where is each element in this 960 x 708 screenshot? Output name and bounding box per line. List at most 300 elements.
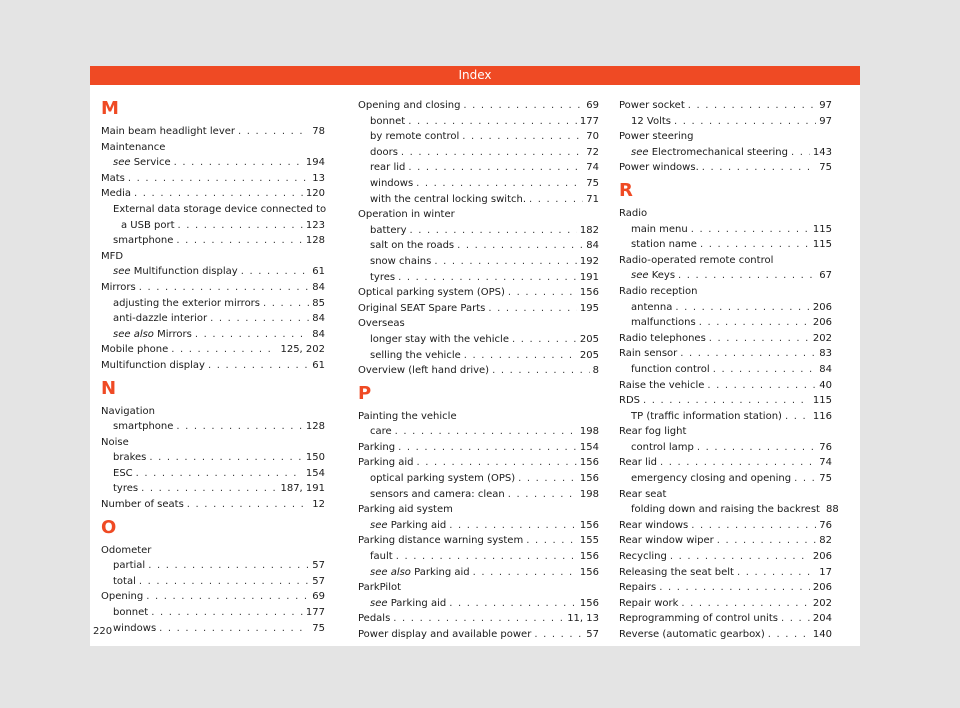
index-entry-term: [358, 627, 531, 643]
index-entry: [101, 327, 325, 343]
index-entry-text: Electromechanical steering: [651, 146, 788, 158]
index-entry-page: 156: [579, 473, 599, 485]
index-entry-text: Number of seats: [101, 499, 184, 511]
index-entry-page: 85: [312, 297, 325, 309]
dot-leader: [148, 558, 309, 574]
index-entry: [358, 129, 599, 145]
dot-leader: [176, 419, 303, 435]
index-entry: [358, 114, 599, 130]
see-reference-label: see: [631, 270, 649, 282]
dot-leader: [396, 549, 577, 565]
index-entry: [101, 186, 325, 202]
index-entry-text: Power steering: [619, 131, 694, 143]
index-entry: [101, 124, 325, 140]
dot-leader: [178, 218, 303, 234]
index-entry-text: windows: [370, 177, 414, 189]
index-entry-term: [113, 327, 192, 343]
index-entry: [619, 98, 832, 114]
index-entry: [101, 435, 325, 451]
index-entry-page: 115: [812, 395, 832, 407]
index-entry-term: [370, 471, 515, 487]
see-reference-label: see also: [113, 328, 154, 340]
dot-leader: [434, 254, 577, 270]
index-entry-page: 67: [819, 270, 832, 282]
index-entry: [619, 222, 832, 238]
index-entry-page: 202: [812, 597, 832, 609]
index-column-3: [619, 98, 839, 643]
index-entry-text: Opening: [101, 591, 144, 603]
index-entry-term: [358, 207, 455, 223]
index-entry-text: 12 Volts: [631, 115, 671, 127]
see-reference-label: see: [113, 266, 131, 278]
index-entry-page: 13: [312, 172, 325, 184]
index-entry: [101, 558, 325, 574]
index-entry-term: [358, 363, 489, 379]
index-entry-term: [101, 358, 205, 374]
index-entry-page: 204: [812, 613, 832, 625]
index-entry-text: Navigation: [101, 405, 155, 417]
index-entry-page: 156: [579, 457, 599, 469]
index-entry-page: 57: [586, 629, 599, 640]
dot-leader: [195, 327, 309, 343]
dot-leader: [492, 363, 590, 379]
index-entry-page: 194: [305, 157, 325, 169]
index-entry-text: Rear window wiper: [619, 535, 714, 547]
index-entry-term: [631, 300, 672, 316]
index-entry-text: a USB port: [121, 219, 175, 231]
index-entry: [619, 253, 832, 269]
index-entry-text: salt on the roads: [370, 240, 455, 252]
index-entry-text: malfunctions: [631, 317, 696, 329]
dot-leader: [464, 348, 577, 364]
dot-leader: [488, 301, 577, 317]
index-entry: [101, 202, 325, 218]
index-section-letter: M: [101, 98, 119, 119]
dot-leader: [691, 518, 816, 534]
index-entry: [619, 409, 832, 425]
dot-leader: [417, 455, 577, 471]
index-entry-term: [370, 565, 470, 581]
index-entry: [358, 192, 599, 208]
index-entry-term: [619, 393, 640, 409]
dot-leader: [208, 358, 309, 374]
index-entry-text: Painting the vehicle: [358, 410, 457, 422]
index-entry-term: [370, 549, 393, 565]
index-entry-term: [370, 192, 526, 208]
index-entry-page: 69: [586, 100, 599, 111]
index-entry: [619, 424, 832, 440]
dot-leader: [737, 565, 816, 581]
dot-leader: [395, 424, 577, 440]
index-entry-term: [101, 589, 143, 605]
index-entry-page: 75: [312, 622, 325, 634]
index-entry: [619, 549, 832, 565]
index-entry-page: 97: [819, 115, 832, 127]
index-entry-text: Parking aid: [390, 597, 447, 609]
index-entry-text: longer stay with the vehicle: [370, 333, 509, 345]
dot-leader: [675, 300, 810, 316]
index-entry-text: adjusting the exterior mirrors: [113, 297, 261, 309]
index-entry-term: [619, 378, 704, 394]
index-entry: [619, 362, 832, 378]
index-entry-term: [370, 518, 446, 534]
index-entry-text: antenna: [631, 301, 673, 313]
index-entry-text: anti-dazzle interior: [113, 313, 208, 325]
index-entry-term: [370, 114, 405, 130]
index-entry-term: [358, 533, 523, 549]
dot-leader: [159, 621, 309, 637]
index-entry-text: folding down and raising the backrest: [631, 504, 820, 516]
index-entry-term: [631, 502, 820, 518]
index-entry-page: 61: [312, 266, 325, 278]
index-entry-page: 74: [586, 162, 599, 174]
index-entry-page: 76: [819, 441, 832, 453]
index-entry-page: 195: [579, 302, 599, 314]
index-entry: [358, 238, 599, 254]
index-entry-page: 71: [586, 193, 599, 205]
dot-leader: [709, 331, 810, 347]
index-entry-text: bonnet: [113, 607, 149, 619]
dot-leader: [781, 611, 810, 627]
index-entry: [358, 285, 599, 301]
dot-leader: [463, 98, 583, 114]
index-entry-text: Operation in winter: [358, 209, 455, 221]
index-entry: [358, 549, 599, 565]
dot-leader: [141, 481, 277, 497]
index-entry-term: [113, 155, 171, 171]
index-entry-text: windows: [113, 622, 157, 634]
index-entry-page: 83: [819, 348, 832, 360]
index-entry-page: 156: [579, 287, 599, 299]
index-entry: [101, 358, 325, 374]
index-entry-term: [370, 176, 413, 192]
index-entry-page: 70: [586, 131, 599, 143]
index-entry-term: [113, 605, 148, 621]
index-entry: [101, 621, 325, 637]
index-entry: [358, 487, 599, 503]
dot-leader: [241, 264, 310, 280]
index-entry-page: 192: [579, 255, 599, 267]
index-entry-text: smartphone: [113, 421, 174, 433]
dot-leader: [401, 145, 583, 161]
index-entry: [358, 424, 599, 440]
index-entry-page: 115: [812, 239, 832, 251]
index-entry-term: [619, 549, 667, 565]
index-entry-text: emergency closing and opening: [631, 473, 792, 485]
index-entry-term: [619, 627, 765, 643]
index-entry-term: [113, 202, 326, 218]
index-entry: [619, 596, 832, 612]
index-entry: [101, 155, 325, 171]
dot-leader: [457, 238, 583, 254]
index-entry-text: External data storage device connected to: [113, 203, 327, 215]
dot-leader: [688, 98, 817, 114]
index-entry: [101, 249, 325, 265]
index-entry-term: [113, 311, 207, 327]
index-entry-page: 84: [819, 363, 832, 375]
index-entry: [619, 206, 832, 222]
index-section-letter: O: [101, 516, 117, 538]
index-entry-text: Mirrors: [157, 328, 192, 340]
index-entry: [619, 331, 832, 347]
index-entry-page: 155: [579, 535, 599, 547]
index-entry-term: [370, 160, 405, 176]
index-entry-text: Power socket: [619, 100, 685, 111]
index-entry: [358, 363, 599, 379]
index-entry: [619, 300, 832, 316]
index-entry-page: 120: [305, 188, 325, 200]
index-entry-page: 123: [305, 219, 325, 231]
dot-leader: [398, 270, 577, 286]
index-entry-text: Reverse (automatic gearbox): [619, 629, 765, 640]
dot-leader: [462, 129, 583, 145]
dot-leader: [151, 605, 303, 621]
index-entry: [101, 543, 325, 559]
dot-leader: [674, 114, 816, 130]
index-entry-text: main menu: [631, 223, 688, 235]
index-entry-term: [370, 145, 398, 161]
index-entry-term: [370, 332, 509, 348]
index-column-1: [101, 98, 325, 636]
index-entry-text: Parking aid: [414, 566, 470, 578]
index-entry: [101, 419, 325, 435]
dot-leader: [680, 346, 816, 362]
dot-leader: [139, 280, 310, 296]
index-entry-term: [631, 362, 710, 378]
index-entry-page: 206: [812, 317, 832, 329]
dot-leader: [518, 471, 577, 487]
index-entry-term: [631, 237, 697, 253]
index-entry-text: Main beam headlight lever: [101, 126, 236, 137]
index-entry-page: 140: [812, 629, 832, 640]
index-entry-text: Power windows.: [619, 162, 699, 174]
index-entry-text: Power display and available power: [358, 629, 532, 640]
index-entry: [358, 348, 599, 364]
index-entry: [358, 502, 599, 518]
index-entry: [101, 218, 325, 234]
index-entry-page: 206: [812, 551, 832, 563]
index-entry: [358, 596, 599, 612]
index-entry: [101, 296, 325, 312]
index-entry-page: 205: [579, 349, 599, 361]
index-entry-text: Media: [101, 188, 132, 200]
dot-leader: [508, 487, 577, 503]
dot-leader: [643, 393, 810, 409]
index-entry-page: 74: [819, 457, 832, 469]
index-entry-page: 202: [812, 332, 832, 344]
index-entry-text: Optical parking system (OPS): [358, 287, 505, 299]
dot-leader: [174, 155, 303, 171]
index-entry: [358, 518, 599, 534]
index-entry-term: [101, 435, 129, 451]
dot-leader: [700, 237, 810, 253]
dot-leader: [785, 409, 810, 425]
index-entry: [101, 342, 325, 358]
index-entry-term: [619, 611, 778, 627]
index-entry-text: rear lid: [370, 162, 406, 174]
index-entry-text: bonnet: [370, 115, 406, 127]
see-reference-label: see: [370, 519, 388, 531]
index-entry-page: 150: [305, 452, 325, 464]
index-entry-term: [631, 409, 782, 425]
dot-leader: [408, 114, 577, 130]
dot-leader: [508, 285, 577, 301]
index-entry-page: 84: [586, 240, 599, 252]
index-entry-text: Radio telephones: [619, 332, 706, 344]
dot-leader: [176, 233, 303, 249]
index-entry: [619, 114, 832, 130]
index-entry-page: 187, 191: [280, 483, 325, 495]
index-entry-page: 75: [819, 473, 832, 485]
index-entry-text: Raise the vehicle: [619, 379, 705, 391]
index-entry-text: RDS: [619, 395, 640, 407]
index-entry-term: [101, 497, 184, 513]
index-entry-page: 198: [579, 488, 599, 500]
index-entry-text: Parking aid system: [358, 504, 453, 516]
index-header: [90, 66, 860, 85]
index-entry-term: [631, 222, 688, 238]
dot-leader: [691, 222, 810, 238]
index-entry: [358, 98, 599, 114]
dot-leader: [791, 145, 810, 161]
index-entry-term: [631, 440, 694, 456]
index-entry-text: ESC: [113, 467, 133, 479]
index-entry: [619, 160, 832, 176]
index-entry-text: Parking aid: [358, 457, 414, 469]
index-entry-page: 72: [586, 146, 599, 158]
index-entry-text: brakes: [113, 452, 147, 464]
see-reference-label: see: [113, 157, 131, 169]
index-entry-term: [619, 455, 657, 471]
index-entry-term: [101, 124, 235, 140]
index-section-letter: P: [358, 382, 372, 404]
index-column-2: [358, 98, 599, 643]
index-entry-text: Noise: [101, 436, 129, 448]
index-entry: [101, 589, 325, 605]
index-entry-page: 57: [312, 560, 325, 572]
index-entry-text: Reprogramming of control units: [619, 613, 778, 625]
dot-leader: [410, 223, 577, 239]
index-entry-text: Rear windows: [619, 519, 689, 531]
index-entry-term: [370, 270, 395, 286]
dot-leader: [398, 440, 577, 456]
index-entry: [358, 627, 599, 643]
index-entry-page: 154: [579, 441, 599, 453]
dot-leader: [702, 160, 817, 176]
index-entry-text: ParkPilot: [358, 582, 402, 594]
index-entry-text: Rain sensor: [619, 348, 678, 360]
index-entry-text: Maintenance: [101, 141, 166, 153]
index-entry-term: [113, 233, 173, 249]
index-entry-page: 75: [819, 162, 832, 174]
index-entry-term: [101, 249, 123, 265]
index-entry-text: Rear fog light: [619, 426, 687, 438]
index-entry-term: [370, 424, 392, 440]
dot-leader: [768, 627, 810, 643]
dot-leader: [473, 565, 577, 581]
header-title: Index: [458, 68, 492, 82]
index-entry-page: 84: [312, 281, 325, 293]
index-entry-text: Mats: [101, 172, 125, 184]
index-entry: [358, 533, 599, 549]
dot-leader: [449, 596, 577, 612]
index-entry-text: doors: [370, 146, 398, 158]
index-entry: [101, 140, 325, 156]
index-entry-page: 128: [305, 421, 325, 433]
index-entry-page: 8: [592, 365, 599, 377]
index-entry-text: Releasing the seat belt: [619, 566, 734, 578]
index-entry-page: 97: [819, 100, 832, 111]
dot-leader: [263, 296, 309, 312]
index-entry-term: [631, 114, 671, 130]
index-entry: [619, 237, 832, 253]
index-entry-page: 206: [812, 301, 832, 313]
dot-leader: [713, 362, 817, 378]
index-entry-term: [619, 487, 666, 503]
index-entry-page: 17: [819, 566, 832, 578]
index-entry-term: [619, 331, 706, 347]
index-entry: [619, 346, 832, 362]
index-entry-term: [113, 296, 260, 312]
dot-leader: [416, 176, 583, 192]
index-entry: [358, 611, 599, 627]
index-entry: [101, 311, 325, 327]
index-entry-text: Parking distance warning system: [358, 535, 524, 547]
index-section-letter: N: [101, 377, 117, 399]
dot-leader: [534, 627, 583, 643]
index-entry: [101, 605, 325, 621]
index-entry-term: [370, 487, 505, 503]
index-entry: [358, 565, 599, 581]
index-entry-term: [358, 502, 453, 518]
dot-leader: [707, 378, 816, 394]
dot-leader: [717, 533, 817, 549]
index-entry: [358, 145, 599, 161]
index-entry-term: [619, 580, 656, 596]
index-entry-page: 40: [819, 379, 832, 391]
index-entry: [358, 409, 599, 425]
see-reference-label: see: [370, 597, 388, 609]
index-entry-text: Odometer: [101, 544, 152, 556]
index-entry-term: [619, 284, 697, 300]
index-entry-text: snow chains: [370, 255, 432, 267]
index-entry: [619, 378, 832, 394]
dot-leader: [210, 311, 309, 327]
index-entry-text: control lamp: [631, 441, 694, 453]
index-entry-text: fault: [370, 551, 393, 563]
index-entry-page: 206: [812, 582, 832, 594]
index-entry: [101, 466, 325, 482]
index-entry-term: [113, 621, 156, 637]
index-entry-text: tyres: [370, 271, 396, 283]
index-entry-term: [619, 596, 678, 612]
index-entry-term: [358, 580, 401, 596]
index-entry-text: with the central locking switch.: [370, 193, 527, 205]
index-entry-term: [631, 315, 696, 331]
index-entry-text: TP (traffic information station): [631, 410, 782, 422]
index-entry-text: Multifunction display: [133, 266, 238, 278]
index-entry-text: Service: [133, 157, 171, 169]
dot-leader: [681, 596, 810, 612]
index-entry-text: Mobile phone: [101, 344, 169, 356]
index-entry-page: 177: [305, 607, 325, 619]
dot-leader: [659, 580, 810, 596]
index-entry-term: [619, 98, 685, 114]
index-entry-text: care: [370, 426, 392, 438]
index-entry-term: [619, 160, 699, 176]
index-entry: [619, 315, 832, 331]
index-entry-text: smartphone: [113, 235, 174, 247]
